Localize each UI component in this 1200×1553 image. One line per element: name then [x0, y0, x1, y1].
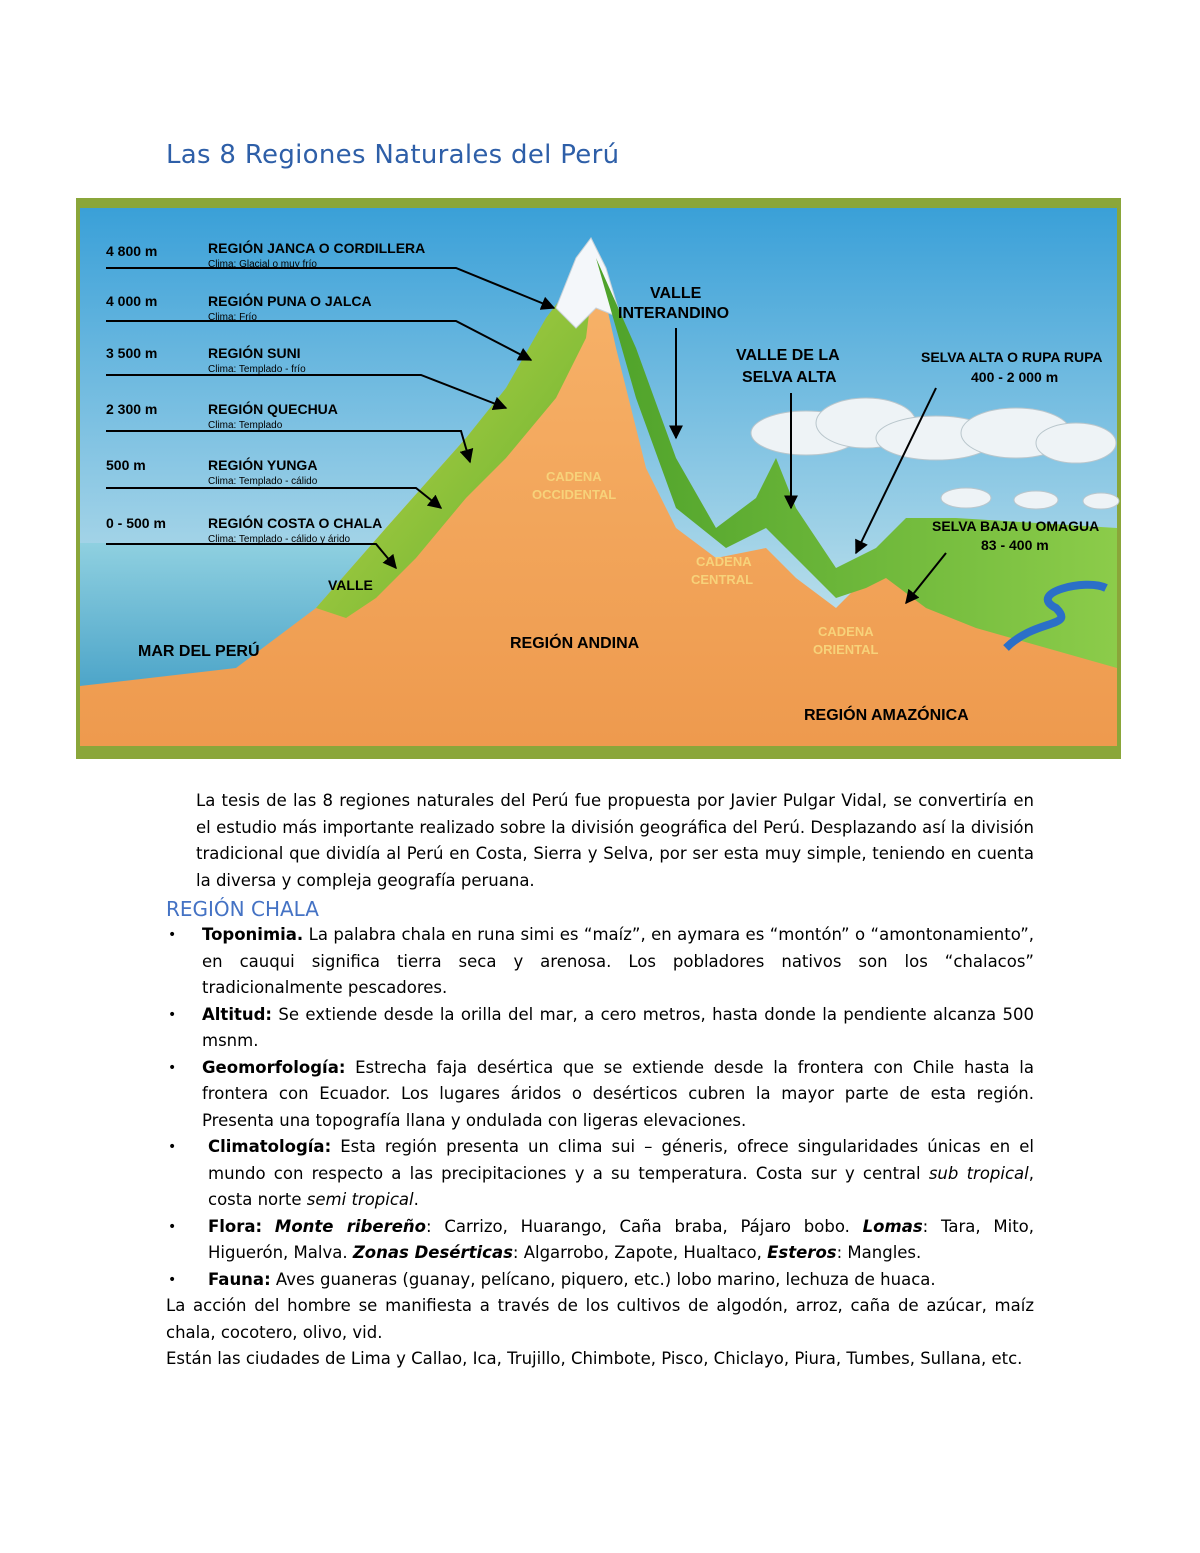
label-valle-interandino-1: VALLE — [650, 285, 702, 302]
item-label: Toponimia. — [202, 925, 304, 944]
bullet-icon: • — [168, 1218, 177, 1235]
alt-2300: 2 300 m — [106, 401, 158, 417]
clima-suni: Clima: Templado - frío — [208, 364, 306, 375]
item-label: Altitud: — [202, 1004, 273, 1024]
label-valle-selva-1: VALLE DE LA — [736, 347, 840, 364]
alt-4000: 4 000 m — [106, 293, 158, 309]
item-italic: semi tropical — [306, 1190, 414, 1209]
list-item-flora — [166, 1214, 1034, 1267]
item-text: Se extiende desde la orilla del mar, a cero metros, hasta donde la pendiente alcanza 500 msnm. — [202, 1004, 1034, 1050]
bullet-icon: • — [168, 927, 177, 943]
paragraph-ciudades: Están las ciudades de Lima y Callao, Ica, Trujillo, Chimbote, Pisco, Chiclayo, Piura, Tumbes, Sullana, etc. — [166, 1349, 1023, 1368]
clima-janca: Clima: Glacial o muy frío — [208, 259, 317, 270]
item-sublabel: Esteros — [767, 1243, 837, 1262]
item-text: : Carrizo, Huarango, Caña braba, Pájaro bobo. — [425, 1216, 863, 1236]
label-cadena-cen-2: CENTRAL — [691, 572, 754, 587]
intro-paragraph: La tesis de las 8 regiones naturales del Perú fue propuesta por Javier Pulgar Vidal, se convertiría en el estudio más importante realizado sobre la división geográfica del Perú. Desplazando así la división tradicional que dividía al Perú en Costa, Sierra y Selva, por ser esta muy simple, teniendo en cuenta la diversa y compleja geografía peruana. — [196, 791, 1034, 890]
list-item-toponimia — [166, 922, 1034, 1002]
label-selva-baja-2: 83 - 400 m — [981, 537, 1049, 553]
label-cadena-ori-1: CADENA — [818, 624, 874, 639]
item-text: : Mangles. — [836, 1243, 922, 1262]
item-italic: sub tropical — [928, 1163, 1029, 1183]
clima-yunga: Clima: Templado - cálido — [208, 476, 318, 487]
bullet-icon: • — [168, 1139, 177, 1155]
alt-3500: 3 500 m — [106, 345, 158, 361]
label-valle: VALLE — [328, 577, 373, 593]
item-label: Fauna: — [208, 1269, 271, 1289]
region-puna: REGIÓN PUNA O JALCA — [208, 293, 372, 309]
label-cadena-ori-2: ORIENTAL — [813, 642, 879, 657]
item-text: : Tara, Mito, Higuerón, Malva. — [208, 1216, 1034, 1262]
alt-4800: 4 800 m — [106, 243, 158, 259]
list-item-climatologia — [166, 1134, 1034, 1214]
clima-puna: Clima: Frío — [208, 312, 257, 323]
item-text: . — [413, 1190, 419, 1209]
list-item-fauna — [166, 1267, 1034, 1294]
label-selva-baja-1: SELVA BAJA U OMAGUA — [932, 518, 1100, 534]
alt-0-500: 0 - 500 m — [106, 515, 166, 531]
item-label: Climatología: — [208, 1137, 332, 1156]
region-costa: REGIÓN COSTA O CHALA — [208, 515, 383, 531]
item-text: : Algarrobo, Zapote, Hualtaco, — [512, 1243, 768, 1262]
label-cadena-cen-1: CADENA — [696, 554, 752, 569]
item-sublabel: Monte ribereño — [274, 1216, 426, 1236]
label-cadena-occ-2: OCCIDENTAL — [532, 487, 617, 502]
bullet-icon: • — [168, 1059, 177, 1076]
item-text: , costa norte — [208, 1163, 1034, 1209]
item-label: Flora: — [208, 1216, 263, 1236]
list-item-altitud — [166, 1002, 1034, 1055]
section-heading: REGIÓN CHALA — [166, 897, 319, 921]
document-body — [166, 788, 1034, 1373]
label-valle-selva-2: SELVA ALTA — [742, 369, 837, 386]
clima-quechua: Clima: Templado — [208, 420, 283, 431]
region-quechua: REGIÓN QUECHUA — [208, 401, 338, 417]
bullet-icon: • — [168, 1006, 177, 1023]
page-title: Las 8 Regiones Naturales del Perú — [166, 140, 620, 170]
item-sublabel: Zonas Desérticas — [352, 1243, 513, 1262]
clima-costa: Clima: Templado - cálido y árido — [208, 534, 351, 545]
regions-diagram — [76, 198, 1121, 759]
item-text: La palabra chala en runa simi es “maíz”, en aymara es “montón” o “amontonamiento”, en cauqui significa tierra seca y arenosa. Los pobladores nativos son los “chalacos” tradicionalmente pescadores. — [202, 925, 1034, 997]
item-text: Aves guaneras (guanay, pelícano, piquero, etc.) lobo marino, lechuza de huaca. — [270, 1269, 936, 1289]
item-label: Geomorfología: — [202, 1057, 346, 1077]
bullet-icon: • — [168, 1271, 177, 1288]
label-andina: REGIÓN ANDINA — [510, 635, 640, 652]
list-item-geomorfologia — [166, 1055, 1034, 1135]
region-janca: REGIÓN JANCA O CORDILLERA — [208, 240, 426, 256]
label-valle-interandino-2: INTERANDINO — [618, 305, 730, 322]
label-selva-alta-2: 400 - 2 000 m — [971, 369, 1059, 385]
label-amazonica: REGIÓN AMAZÓNICA — [804, 707, 969, 724]
item-text: Estrecha faja desértica que se extiende desde la frontera con Chile hasta la frontera con Ecuador. Los lugares áridos o desérticos cubren la mayor parte de esta región. Presenta una topografía llana y ondulada con ligeras elevaciones. — [202, 1057, 1034, 1130]
item-sublabel: Lomas — [862, 1216, 923, 1236]
region-yunga: REGIÓN YUNGA — [208, 457, 318, 473]
label-selva-alta-1: SELVA ALTA O RUPA RUPA — [921, 349, 1103, 365]
bullet-list — [166, 922, 1034, 1293]
region-suni: REGIÓN SUNI — [208, 345, 301, 361]
alt-500: 500 m — [106, 457, 146, 473]
item-text: Esta región presenta un clima sui – géneris, ofrece singularidades únicas en el mundo con respecto a las precipitaciones y a su temperatura. Costa sur y central — [208, 1137, 1034, 1183]
label-cadena-occ-1: CADENA — [546, 469, 602, 484]
label-mar: MAR DEL PERÚ — [138, 643, 260, 660]
paragraph-accion: La acción del hombre se manifiesta a través de los cultivos de algodón, arroz, caña de azúcar, maíz chala, cocotero, olivo, vid. — [166, 1296, 1034, 1342]
